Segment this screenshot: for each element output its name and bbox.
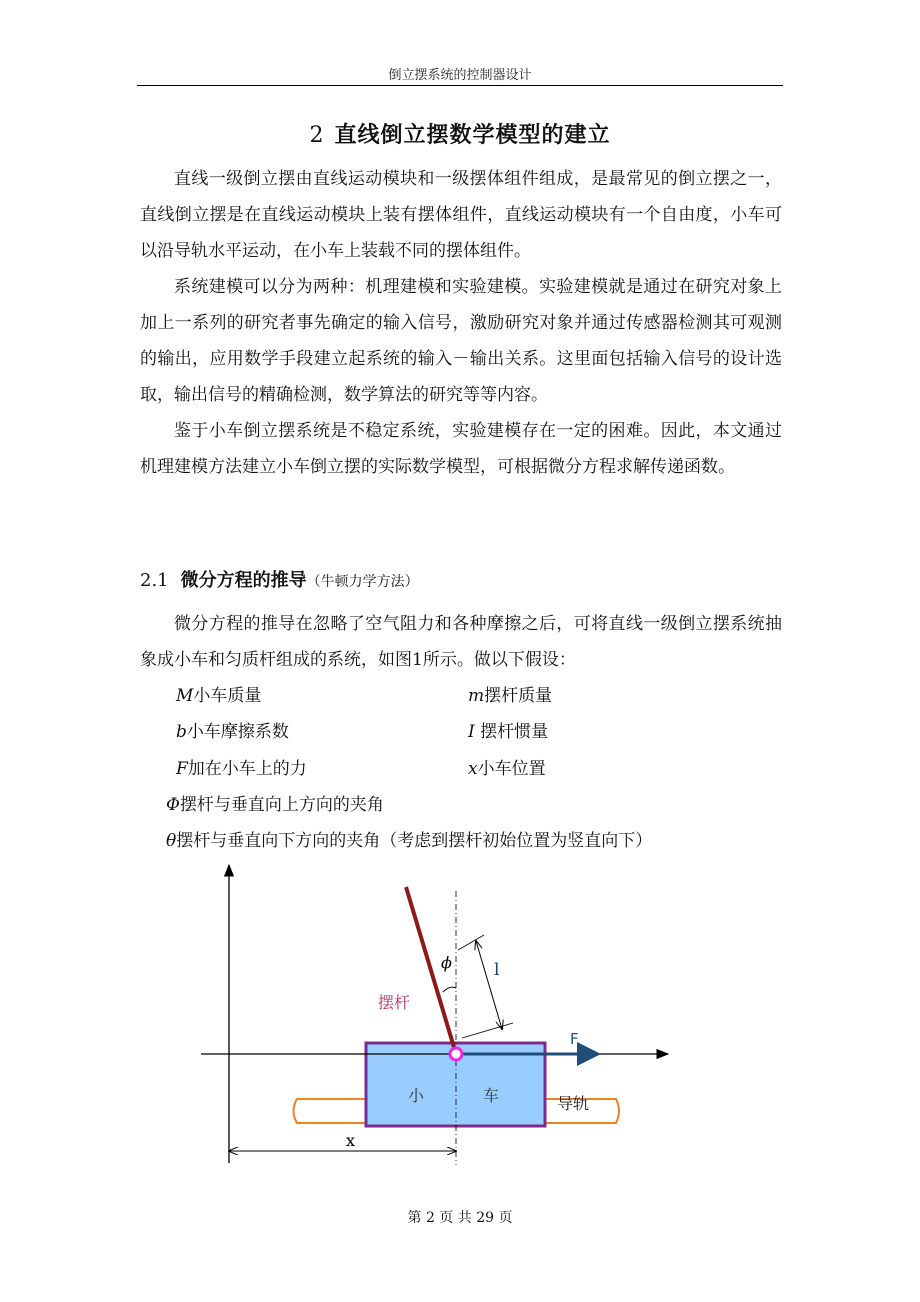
section-title: 微分方程的推导: [180, 570, 307, 591]
section-note: （牛顿力学方法）: [306, 574, 419, 590]
chapter-number: 2: [309, 123, 325, 148]
paragraph-modeling: 系统建模可以分为两种：机理建模和实验建模。实验建模就是通过在研究对象上加上一系列的研究者事先确定的输入信号，激励研究对象并通过传感器检测其可观测的输出，应用数学手段建立起系统的输入－输出关系。这里面包括输入信号的设计选取，输出信号的精确检测，数学算法的研究等等内容。: [140, 277, 782, 405]
rail-left: [294, 1099, 367, 1123]
length-label: l: [494, 960, 500, 980]
variable-desc: 摆杆与垂直向下方向的夹角（考虑到摆杆初始位置为竖直向下）: [176, 831, 653, 851]
length-tick-bottom: [462, 1023, 513, 1038]
variable-symbol: m: [468, 686, 485, 706]
length-tick-top: [458, 935, 484, 950]
page-footer: 第 2 页 共 29 页: [407, 1210, 513, 1226]
chapter-title: [0, 118, 920, 149]
variable-item: [468, 757, 546, 781]
pendulum-cart-figure: [180, 855, 680, 1175]
variable-symbol: b: [176, 722, 187, 742]
variable-symbol: M: [176, 686, 194, 706]
paragraph-assumptions: 微分方程的推导在忽略了空气阻力和各种摩擦之后，可将直线一级倒立摆系统抽象成小车和匀质杆组成的系统，如图1所示。做以下假设：: [140, 614, 782, 670]
force-label: F: [570, 1030, 579, 1048]
section-heading: [140, 566, 419, 592]
variable-item: [468, 684, 552, 708]
variable-desc: 小车摩擦系数: [186, 722, 289, 742]
variable-desc: 摆杆质量: [484, 686, 553, 706]
header-rule: [137, 85, 783, 86]
cart-label-left: 小: [408, 1086, 425, 1105]
page-header: 倒立摆系统的控制器设计: [388, 68, 532, 83]
variable-desc: 摆杆与垂直向上方向的夹角: [179, 795, 384, 815]
variable-desc: 小车位置: [477, 759, 546, 779]
chapter-title-text: 直线倒立摆数学模型的建立: [334, 123, 611, 148]
angle-arc: [443, 987, 456, 992]
variable-item: [176, 684, 261, 708]
phi-label: ϕ: [441, 953, 452, 972]
variable-desc: 小车质量: [193, 686, 262, 706]
paragraph-intro: 直线一级倒立摆由直线运动模块和一级摆体组件组成，是最常见的倒立摆之一，直线倒立摆是在直线运动模块上装有摆体组件，直线运动模块有一个自由度，小车可以沿导轨水平运动，在小车上装载不同的摆体组件。: [140, 169, 782, 261]
variable-item: [468, 720, 548, 744]
variable-symbol: Φ: [166, 795, 180, 815]
cart-label-right: 车: [483, 1086, 500, 1105]
variable-item: [166, 829, 652, 853]
variable-desc: 加在小车上的力: [187, 759, 307, 779]
variable-symbol: F: [176, 759, 188, 779]
variable-item: [176, 720, 289, 744]
position-label: x: [346, 1131, 356, 1150]
rail-label: 导轨: [557, 1094, 590, 1113]
variable-desc: 摆杆惯量: [474, 722, 549, 742]
variable-symbol: I: [468, 722, 475, 742]
pendulum-label: 摆杆: [378, 993, 411, 1012]
variable-symbol: x: [468, 759, 478, 779]
length-dimension: [476, 941, 502, 1029]
pivot-joint: [450, 1048, 462, 1060]
variable-symbol: θ: [166, 831, 177, 851]
variable-item: [176, 757, 307, 781]
section-number: 2.1: [140, 570, 169, 591]
variable-item: [166, 793, 384, 817]
paragraph-approach: 鉴于小车倒立摆系统是不稳定系统，实验建模存在一定的困难。因此，本文通过机理建模方法建立小车倒立摆的实际数学模型，可根据微分方程求解传递函数。: [140, 421, 782, 477]
